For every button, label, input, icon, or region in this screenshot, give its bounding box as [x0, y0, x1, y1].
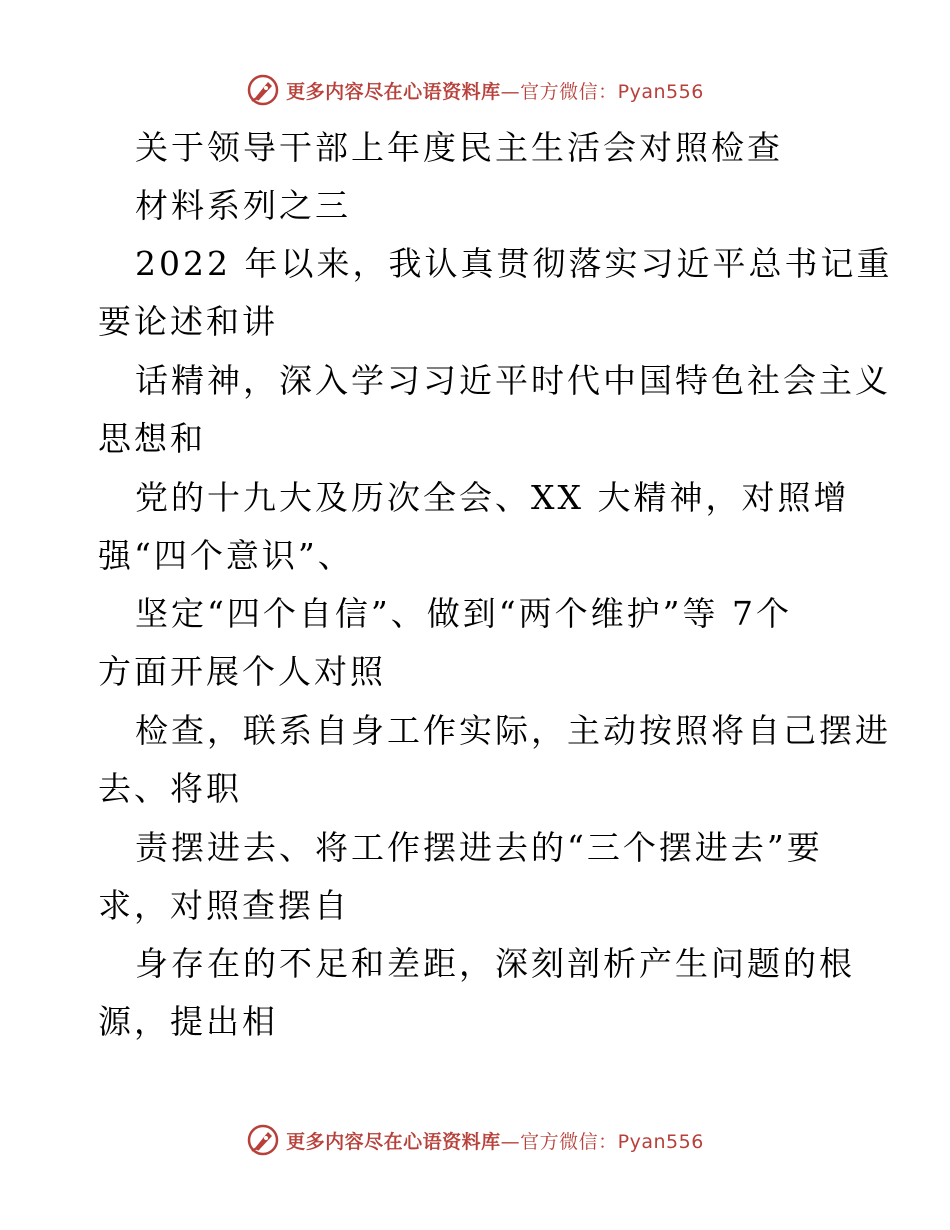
paragraph-line: 去、将职 — [98, 769, 242, 808]
pen-nib-logo-icon — [246, 73, 280, 107]
watermark-wechat: 官方微信：Pyan556 — [520, 80, 704, 103]
watermark-separator: — — [500, 1130, 521, 1153]
paragraph-line: 身存在的不足和差距，深刻剖析产生问题的根 — [135, 944, 855, 983]
paragraph-line: 强“四个意识”、 — [98, 536, 354, 575]
watermark-separator: — — [500, 80, 521, 103]
header-watermark — [0, 70, 950, 110]
watermark-text — [286, 77, 704, 104]
document-title-line-1: 关于领导干部上年度民主生活会对照检查 — [135, 128, 783, 167]
footer-watermark — [0, 1120, 950, 1160]
watermark-text — [286, 1127, 704, 1154]
paragraph-line: 要论述和讲 — [98, 302, 278, 341]
paragraph-line: 2022 年以来，我认真贯彻落实习近平总书记重 — [135, 244, 893, 283]
paragraph-line: 坚定“四个自信”、做到“两个维护”等 7个 — [135, 594, 792, 633]
paragraph-line: 求，对照查摆自 — [98, 886, 350, 925]
paragraph-line: 检查，联系自身工作实际，主动按照将自己摆进 — [135, 711, 891, 750]
watermark-site: 更多内容尽在心语资料库 — [286, 1130, 501, 1153]
watermark-wechat: 官方微信：Pyan556 — [520, 1130, 704, 1153]
paragraph-line: 责摆进去、将工作摆进去的“三个摆进去”要 — [135, 828, 823, 867]
paragraph-line: 党的十九大及历次全会、XX 大精神，对照增 — [135, 478, 850, 517]
paragraph-line: 方面开展个人对照 — [98, 652, 386, 691]
paragraph-line: 源，提出相 — [98, 1002, 278, 1041]
paragraph-line: 话精神，深入学习习近平时代中国特色社会主义 — [135, 361, 891, 400]
document-title-line-2: 材料系列之三 — [135, 186, 351, 225]
pen-nib-logo-icon — [246, 1123, 280, 1157]
header-watermark-inner — [246, 73, 704, 107]
watermark-site: 更多内容尽在心语资料库 — [286, 80, 501, 103]
paragraph-line: 思想和 — [98, 419, 206, 458]
footer-watermark-inner — [246, 1123, 704, 1157]
